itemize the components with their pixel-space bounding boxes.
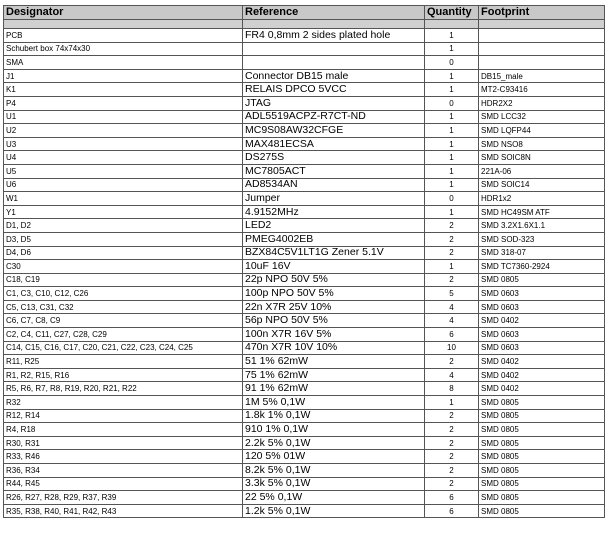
table-row bbox=[4, 232, 605, 246]
designator-cell[interactable]: D4, D6 bbox=[4, 246, 243, 260]
designator-cell[interactable]: R30, R31 bbox=[4, 436, 243, 450]
quantity-cell[interactable]: 1 bbox=[425, 42, 479, 56]
footprint-cell[interactable]: SMD 0402 bbox=[479, 355, 605, 369]
designator-cell[interactable]: Schubert box 74x74x30 bbox=[4, 42, 243, 56]
quantity-cell[interactable]: 0 bbox=[425, 96, 479, 110]
table-row bbox=[4, 273, 605, 287]
reference-cell[interactable]: 100p NPO 50V 5% bbox=[243, 287, 425, 301]
footprint-cell[interactable]: SMD 0603 bbox=[479, 287, 605, 301]
reference-cell[interactable]: FR4 0,8mm 2 sides plated hole bbox=[243, 29, 425, 43]
table-row bbox=[4, 328, 605, 342]
table-row bbox=[4, 124, 605, 138]
footprint-cell[interactable]: SMD 0805 bbox=[479, 504, 605, 518]
reference-cell[interactable]: 2.2k 5% 0,1W bbox=[243, 436, 425, 450]
table-row bbox=[4, 409, 605, 423]
footprint-cell[interactable]: SMD 0805 bbox=[479, 273, 605, 287]
designator-cell[interactable]: W1 bbox=[4, 192, 243, 206]
reference-cell[interactable]: 51 1% 62mW bbox=[243, 355, 425, 369]
quantity-cell[interactable]: 1 bbox=[425, 205, 479, 219]
quantity-cell[interactable]: 4 bbox=[425, 300, 479, 314]
spacer-cell bbox=[243, 20, 425, 29]
footprint-cell[interactable]: SMD 0805 bbox=[479, 491, 605, 505]
quantity-cell[interactable]: 2 bbox=[425, 246, 479, 260]
footprint-cell[interactable]: SMD 3.2X1.6X1.1 bbox=[479, 219, 605, 233]
reference-cell[interactable]: 4.9152MHz bbox=[243, 205, 425, 219]
quantity-cell[interactable]: 1 bbox=[425, 164, 479, 178]
quantity-cell[interactable]: 2 bbox=[425, 219, 479, 233]
bom-table bbox=[3, 5, 605, 518]
quantity-cell[interactable]: 2 bbox=[425, 273, 479, 287]
quantity-cell[interactable]: 8 bbox=[425, 382, 479, 396]
spacer-row bbox=[4, 20, 605, 29]
footprint-cell[interactable]: SMD HC49SM ATF bbox=[479, 205, 605, 219]
designator-cell[interactable]: U3 bbox=[4, 137, 243, 151]
designator-cell[interactable]: K1 bbox=[4, 83, 243, 97]
designator-cell[interactable]: C30 bbox=[4, 260, 243, 274]
quantity-cell[interactable]: 1 bbox=[425, 110, 479, 124]
reference-cell[interactable]: DS275S bbox=[243, 151, 425, 165]
designator-cell[interactable]: PCB bbox=[4, 29, 243, 43]
quantity-cell[interactable]: 0 bbox=[425, 192, 479, 206]
reference-cell[interactable]: Jumper bbox=[243, 192, 425, 206]
footprint-cell[interactable]: SMD SOIC14 bbox=[479, 178, 605, 192]
footprint-cell[interactable]: SMD 0603 bbox=[479, 328, 605, 342]
quantity-cell[interactable]: 1 bbox=[425, 137, 479, 151]
quantity-cell[interactable]: 6 bbox=[425, 328, 479, 342]
table-row bbox=[4, 151, 605, 165]
quantity-cell[interactable]: 2 bbox=[425, 436, 479, 450]
spacer-cell bbox=[479, 20, 605, 29]
table-row bbox=[4, 56, 605, 70]
footprint-cell[interactable]: MT2-C93416 bbox=[479, 83, 605, 97]
reference-cell[interactable] bbox=[243, 56, 425, 70]
designator-cell[interactable]: R5, R6, R7, R8, R19, R20, R21, R22 bbox=[4, 382, 243, 396]
table-row bbox=[4, 137, 605, 151]
table-row bbox=[4, 205, 605, 219]
reference-cell[interactable]: 1M 5% 0,1W bbox=[243, 396, 425, 410]
table-row bbox=[4, 246, 605, 260]
header-footprint[interactable]: Footprint bbox=[479, 6, 605, 20]
designator-cell[interactable]: J1 bbox=[4, 69, 243, 83]
reference-cell[interactable]: LED2 bbox=[243, 219, 425, 233]
reference-cell[interactable]: 3.3k 5% 0,1W bbox=[243, 477, 425, 491]
table-row bbox=[4, 436, 605, 450]
table-row bbox=[4, 29, 605, 43]
footprint-cell[interactable]: HDR1x2 bbox=[479, 192, 605, 206]
header-designator[interactable]: Designator bbox=[4, 6, 243, 20]
reference-cell[interactable]: RELAIS DPCO 5VCC bbox=[243, 83, 425, 97]
designator-cell[interactable]: C5, C13, C31, C32 bbox=[4, 300, 243, 314]
designator-cell[interactable]: R26, R27, R28, R29, R37, R39 bbox=[4, 491, 243, 505]
spacer-cell bbox=[4, 20, 243, 29]
table-row bbox=[4, 450, 605, 464]
designator-cell[interactable]: R11, R25 bbox=[4, 355, 243, 369]
footprint-cell[interactable]: DB15_male bbox=[479, 69, 605, 83]
footprint-cell[interactable]: SMD SOD-323 bbox=[479, 232, 605, 246]
reference-cell[interactable]: 1.8k 1% 0,1W bbox=[243, 409, 425, 423]
designator-cell[interactable]: D1, D2 bbox=[4, 219, 243, 233]
quantity-cell[interactable]: 6 bbox=[425, 491, 479, 505]
reference-cell[interactable]: MC9S08AW32CFGE bbox=[243, 124, 425, 138]
reference-cell[interactable]: 10uF 16V bbox=[243, 260, 425, 274]
footprint-cell[interactable]: SMD 0805 bbox=[479, 450, 605, 464]
reference-cell[interactable]: 8.2k 5% 0,1W bbox=[243, 464, 425, 478]
table-row bbox=[4, 477, 605, 491]
quantity-cell[interactable]: 4 bbox=[425, 368, 479, 382]
quantity-cell[interactable]: 1 bbox=[425, 29, 479, 43]
table-row bbox=[4, 260, 605, 274]
quantity-cell[interactable]: 6 bbox=[425, 504, 479, 518]
reference-cell[interactable]: 22 5% 0,1W bbox=[243, 491, 425, 505]
quantity-cell[interactable]: 1 bbox=[425, 83, 479, 97]
footprint-cell[interactable]: SMD NSO8 bbox=[479, 137, 605, 151]
table-row bbox=[4, 192, 605, 206]
table-row bbox=[4, 368, 605, 382]
table-row bbox=[4, 355, 605, 369]
table-row bbox=[4, 491, 605, 505]
quantity-cell[interactable]: 1 bbox=[425, 151, 479, 165]
table-row bbox=[4, 42, 605, 56]
footprint-cell[interactable]: SMD 0603 bbox=[479, 300, 605, 314]
quantity-cell[interactable]: 1 bbox=[425, 260, 479, 274]
designator-cell[interactable]: R12, R14 bbox=[4, 409, 243, 423]
designator-cell[interactable]: U5 bbox=[4, 164, 243, 178]
designator-cell[interactable]: U2 bbox=[4, 124, 243, 138]
quantity-cell[interactable]: 1 bbox=[425, 396, 479, 410]
reference-cell[interactable]: MC7805ACT bbox=[243, 164, 425, 178]
designator-cell[interactable]: P4 bbox=[4, 96, 243, 110]
quantity-cell[interactable]: 2 bbox=[425, 232, 479, 246]
reference-cell[interactable]: ADL5519ACPZ-R7CT-ND bbox=[243, 110, 425, 124]
footprint-cell[interactable]: SMD SOIC8N bbox=[479, 151, 605, 165]
footprint-cell[interactable] bbox=[479, 29, 605, 43]
designator-cell[interactable]: Y1 bbox=[4, 205, 243, 219]
designator-cell[interactable]: D3, D5 bbox=[4, 232, 243, 246]
footprint-cell[interactable]: SMD TC7360-2924 bbox=[479, 260, 605, 274]
designator-cell[interactable]: C2, C4, C11, C27, C28, C29 bbox=[4, 328, 243, 342]
quantity-cell[interactable]: 2 bbox=[425, 450, 479, 464]
header-quantity[interactable]: Quantity bbox=[425, 6, 479, 20]
designator-cell[interactable]: R33, R46 bbox=[4, 450, 243, 464]
reference-cell[interactable]: BZX84C5V1LT1G Zener 5.1V bbox=[243, 246, 425, 260]
footprint-cell[interactable] bbox=[479, 42, 605, 56]
footprint-cell[interactable]: 221A-06 bbox=[479, 164, 605, 178]
footprint-cell[interactable]: SMD 0805 bbox=[479, 464, 605, 478]
footprint-cell[interactable]: SMD LCC32 bbox=[479, 110, 605, 124]
header-reference[interactable]: Reference bbox=[243, 6, 425, 20]
designator-cell[interactable]: U4 bbox=[4, 151, 243, 165]
quantity-cell[interactable]: 2 bbox=[425, 355, 479, 369]
quantity-cell[interactable]: 2 bbox=[425, 409, 479, 423]
footprint-cell[interactable]: SMD 0805 bbox=[479, 477, 605, 491]
reference-cell[interactable]: MAX481ECSA bbox=[243, 137, 425, 151]
designator-cell[interactable]: C14, C15, C16, C17, C20, C21, C22, C23, C24, C25 bbox=[4, 341, 243, 355]
footprint-cell[interactable]: SMD 0805 bbox=[479, 396, 605, 410]
reference-cell[interactable]: 1.2k 5% 0,1W bbox=[243, 504, 425, 518]
designator-cell[interactable]: U1 bbox=[4, 110, 243, 124]
header-row bbox=[4, 6, 605, 20]
footprint-cell[interactable]: SMD 0402 bbox=[479, 382, 605, 396]
designator-cell[interactable]: R36, R34 bbox=[4, 464, 243, 478]
quantity-cell[interactable]: 2 bbox=[425, 477, 479, 491]
table-row bbox=[4, 219, 605, 233]
quantity-cell[interactable]: 10 bbox=[425, 341, 479, 355]
table-row bbox=[4, 382, 605, 396]
reference-cell[interactable]: 470n X7R 10V 10% bbox=[243, 341, 425, 355]
reference-cell[interactable]: AD8534AN bbox=[243, 178, 425, 192]
footprint-cell[interactable]: SMD 0402 bbox=[479, 368, 605, 382]
reference-cell[interactable]: 120 5% 01W bbox=[243, 450, 425, 464]
table-row bbox=[4, 396, 605, 410]
reference-cell[interactable]: 56p NPO 50V 5% bbox=[243, 314, 425, 328]
footprint-cell[interactable]: SMD 318-07 bbox=[479, 246, 605, 260]
table-row bbox=[4, 287, 605, 301]
designator-cell[interactable]: R32 bbox=[4, 396, 243, 410]
reference-cell[interactable]: 91 1% 62mW bbox=[243, 382, 425, 396]
footprint-cell[interactable]: SMD 0805 bbox=[479, 436, 605, 450]
reference-cell[interactable]: 22p NPO 50V 5% bbox=[243, 273, 425, 287]
table-row bbox=[4, 341, 605, 355]
designator-cell[interactable]: C18, C19 bbox=[4, 273, 243, 287]
footprint-cell[interactable] bbox=[479, 56, 605, 70]
reference-cell[interactable]: JTAG bbox=[243, 96, 425, 110]
table-row bbox=[4, 504, 605, 518]
table-row bbox=[4, 314, 605, 328]
footprint-cell[interactable]: SMD 0402 bbox=[479, 314, 605, 328]
designator-cell[interactable]: SMA bbox=[4, 56, 243, 70]
quantity-cell[interactable]: 4 bbox=[425, 314, 479, 328]
footprint-cell[interactable]: SMD 0603 bbox=[479, 341, 605, 355]
table-row bbox=[4, 110, 605, 124]
designator-cell[interactable]: R44, R45 bbox=[4, 477, 243, 491]
reference-cell[interactable]: 100n X7R 16V 5% bbox=[243, 328, 425, 342]
table-row bbox=[4, 96, 605, 110]
footprint-cell[interactable]: HDR2X2 bbox=[479, 96, 605, 110]
quantity-cell[interactable]: 1 bbox=[425, 69, 479, 83]
reference-cell[interactable]: Connector DB15 male bbox=[243, 69, 425, 83]
table-body bbox=[4, 20, 605, 518]
table-row bbox=[4, 83, 605, 97]
reference-cell[interactable]: 75 1% 62mW bbox=[243, 368, 425, 382]
spacer-cell bbox=[425, 20, 479, 29]
table-row bbox=[4, 300, 605, 314]
reference-cell[interactable] bbox=[243, 42, 425, 56]
quantity-cell[interactable]: 1 bbox=[425, 178, 479, 192]
quantity-cell[interactable]: 2 bbox=[425, 423, 479, 437]
footprint-cell[interactable]: SMD 0805 bbox=[479, 409, 605, 423]
reference-cell[interactable]: 22n X7R 25V 10% bbox=[243, 300, 425, 314]
quantity-cell[interactable]: 2 bbox=[425, 464, 479, 478]
table-row bbox=[4, 178, 605, 192]
footprint-cell[interactable]: SMD LQFP44 bbox=[479, 124, 605, 138]
reference-cell[interactable]: PMEG4002EB bbox=[243, 232, 425, 246]
designator-cell[interactable]: C6, C7, C8, C9 bbox=[4, 314, 243, 328]
designator-cell[interactable]: U6 bbox=[4, 178, 243, 192]
designator-cell[interactable]: R1, R2, R15, R16 bbox=[4, 368, 243, 382]
table-row bbox=[4, 69, 605, 83]
table-row bbox=[4, 464, 605, 478]
designator-cell[interactable]: C1, C3, C10, C12, C26 bbox=[4, 287, 243, 301]
table-row bbox=[4, 423, 605, 437]
quantity-cell[interactable]: 1 bbox=[425, 124, 479, 138]
designator-cell[interactable]: R4, R18 bbox=[4, 423, 243, 437]
reference-cell[interactable]: 910 1% 0,1W bbox=[243, 423, 425, 437]
bom-sheet bbox=[3, 5, 604, 518]
quantity-cell[interactable]: 5 bbox=[425, 287, 479, 301]
quantity-cell[interactable]: 0 bbox=[425, 56, 479, 70]
footprint-cell[interactable]: SMD 0805 bbox=[479, 423, 605, 437]
table-row bbox=[4, 164, 605, 178]
designator-cell[interactable]: R35, R38, R40, R41, R42, R43 bbox=[4, 504, 243, 518]
